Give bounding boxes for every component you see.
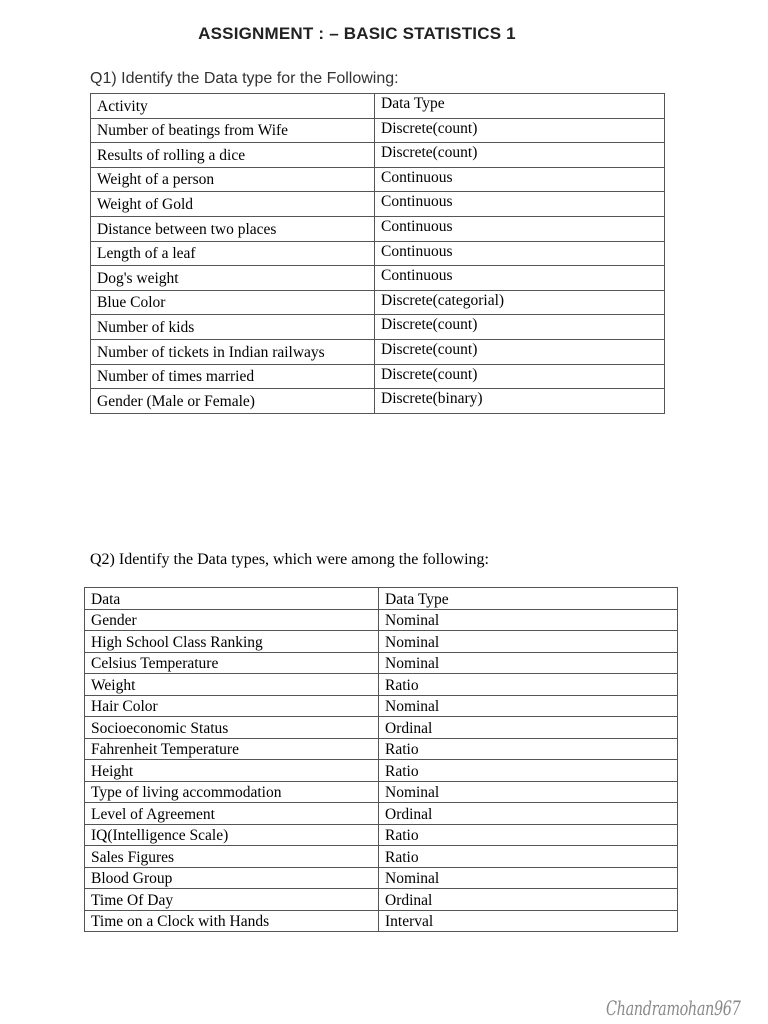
q2-cell-item: Gender <box>85 609 379 631</box>
q1-cell-type: Continuous <box>375 216 665 241</box>
q1-cell-item: Weight of Gold <box>91 192 375 217</box>
q2-table-row <box>85 717 678 739</box>
q2-table-row <box>85 781 678 803</box>
q2-table-row <box>85 889 678 911</box>
q2-cell-type: Nominal <box>379 631 678 653</box>
q1-cell-item: Activity <box>91 94 375 119</box>
q1-cell-type: Continuous <box>375 167 665 192</box>
q2-cell-item: Time Of Day <box>85 889 379 911</box>
q1-cell-type: Discrete(binary) <box>375 389 665 414</box>
q1-table-row <box>91 290 665 315</box>
q2-table-row <box>85 846 678 868</box>
q1-table-row <box>91 241 665 266</box>
q1-cell-item: Length of a leaf <box>91 241 375 266</box>
q1-cell-type: Discrete(count) <box>375 143 665 168</box>
q2-table-row <box>85 738 678 760</box>
q2-cell-type: Ordinal <box>379 889 678 911</box>
q2-table <box>84 587 678 932</box>
q1-table-row <box>91 339 665 364</box>
q1-cell-type: Discrete(categorial) <box>375 290 665 315</box>
q1-table-row <box>91 192 665 217</box>
q1-cell-type: Discrete(count) <box>375 315 665 340</box>
q2-cell-item: Time on a Clock with Hands <box>85 910 379 932</box>
q1-cell-type: Continuous <box>375 266 665 291</box>
q1-table-row <box>91 143 665 168</box>
q1-cell-type: Discrete(count) <box>375 364 665 389</box>
q2-table-row <box>85 631 678 653</box>
q2-table-row <box>85 652 678 674</box>
q2-table-row <box>85 803 678 825</box>
q1-cell-item: Results of rolling a dice <box>91 143 375 168</box>
q2-cell-type: Nominal <box>379 695 678 717</box>
q2-cell-type: Data Type <box>379 588 678 610</box>
q1-cell-item: Number of beatings from Wife <box>91 118 375 143</box>
q2-cell-type: Ordinal <box>379 717 678 739</box>
q1-cell-item: Distance between two places <box>91 216 375 241</box>
q2-cell-item: Hair Color <box>85 695 379 717</box>
q2-cell-item: Level of Agreement <box>85 803 379 825</box>
q2-table-row <box>85 695 678 717</box>
q2-table-row <box>85 867 678 889</box>
q2-cell-item: Weight <box>85 674 379 696</box>
q2-cell-type: Ordinal <box>379 803 678 825</box>
q1-header-row <box>91 94 665 119</box>
q2-cell-type: Ratio <box>379 738 678 760</box>
q1-heading: Q1) Identify the Data type for the Following: <box>90 70 399 87</box>
q1-cell-item: Number of kids <box>91 315 375 340</box>
q2-cell-type: Nominal <box>379 652 678 674</box>
q2-cell-type: Ratio <box>379 760 678 782</box>
q2-cell-item: Sales Figures <box>85 846 379 868</box>
page-title: ASSIGNMENT : – BASIC STATISTICS 1 <box>198 24 516 43</box>
q2-table-row <box>85 609 678 631</box>
q2-cell-type: Nominal <box>379 867 678 889</box>
q1-cell-item: Number of times married <box>91 364 375 389</box>
q2-table-row <box>85 760 678 782</box>
q2-cell-item: Fahrenheit Temperature <box>85 738 379 760</box>
q2-cell-type: Nominal <box>379 609 678 631</box>
q2-cell-item: Data <box>85 588 379 610</box>
q1-cell-item: Dog's weight <box>91 266 375 291</box>
q1-table-row <box>91 389 665 414</box>
q2-cell-type: Interval <box>379 910 678 932</box>
q1-table-row <box>91 216 665 241</box>
q1-table <box>90 93 665 414</box>
q2-cell-item: Celsius Temperature <box>85 652 379 674</box>
q1-cell-type: Discrete(count) <box>375 118 665 143</box>
q2-cell-type: Ratio <box>379 846 678 868</box>
q2-cell-item: IQ(Intelligence Scale) <box>85 824 379 846</box>
q1-table-row <box>91 364 665 389</box>
q2-cell-type: Ratio <box>379 824 678 846</box>
q1-cell-item: Blue Color <box>91 290 375 315</box>
q1-cell-item: Gender (Male or Female) <box>91 389 375 414</box>
q2-cell-item: Height <box>85 760 379 782</box>
q1-table-row <box>91 167 665 192</box>
q2-table-row <box>85 910 678 932</box>
q2-cell-item: Socioeconomic Status <box>85 717 379 739</box>
q2-cell-type: Nominal <box>379 781 678 803</box>
q1-cell-item: Weight of a person <box>91 167 375 192</box>
q1-cell-type: Continuous <box>375 241 665 266</box>
q1-cell-item: Number of tickets in Indian railways <box>91 339 375 364</box>
q1-cell-type: Continuous <box>375 192 665 217</box>
q1-table-row <box>91 266 665 291</box>
q2-table-row <box>85 824 678 846</box>
q2-cell-type: Ratio <box>379 674 678 696</box>
q2-cell-item: High School Class Ranking <box>85 631 379 653</box>
q2-header-row <box>85 588 678 610</box>
q1-cell-type: Discrete(count) <box>375 339 665 364</box>
q2-table-row <box>85 674 678 696</box>
q2-cell-item: Type of living accommodation <box>85 781 379 803</box>
q1-table-row <box>91 315 665 340</box>
q2-cell-item: Blood Group <box>85 867 379 889</box>
signature-watermark: Chandramohan967 <box>606 996 741 1020</box>
q1-table-row <box>91 118 665 143</box>
q1-cell-type: Data Type <box>375 94 665 119</box>
q2-heading: Q2) Identify the Data types, which were among the following: <box>90 551 489 568</box>
